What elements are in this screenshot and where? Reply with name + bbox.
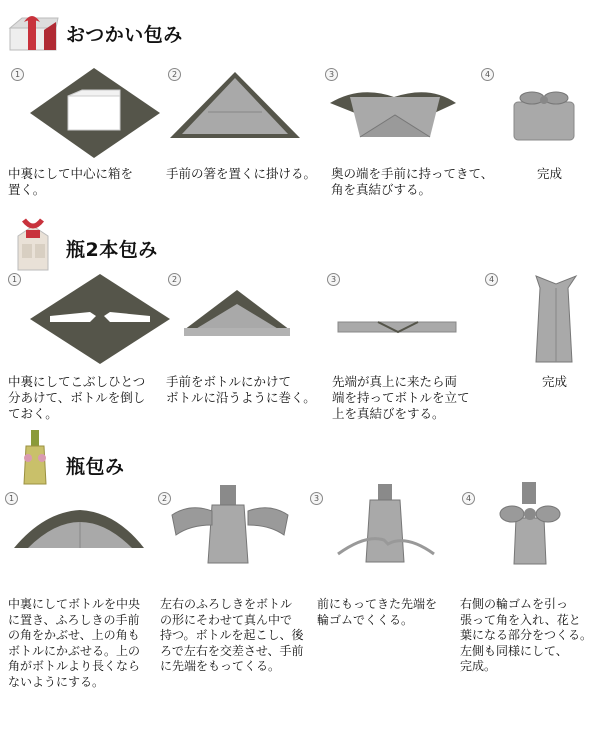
step-caption: 中裏にして中心に箱を 置く。 <box>8 166 134 197</box>
section-bottle <box>0 430 600 748</box>
step-illustration <box>170 485 290 565</box>
step-number: 3 <box>325 68 338 81</box>
step-number: 1 <box>8 273 21 286</box>
section-two-bottles <box>0 210 600 430</box>
step-number: 1 <box>5 492 18 505</box>
step-caption: 中裏にしてボトルを中央 に置き、ふろしきの手前 の角をかぶせ、上の角も ボトルにかぶせる。上の 角がボトルより長くなら ないようにする。 <box>8 597 141 689</box>
step-caption: 完成 <box>537 166 563 181</box>
step-illustration <box>30 274 170 364</box>
step-illustration <box>338 318 458 338</box>
step-caption: 完成 <box>542 374 568 389</box>
step-number: 2 <box>168 68 181 81</box>
step-number: 2 <box>168 273 181 286</box>
step-caption: 奥の端を手前に持ってきて、 角を真結びする。 <box>331 166 494 197</box>
step-illustration <box>336 484 436 564</box>
step-illustration <box>528 268 584 364</box>
step-number: 3 <box>310 492 323 505</box>
step-number: 4 <box>485 273 498 286</box>
step-caption: 右側の輪ゴムを引っ 張って角を入れ、花と 葉になる部分をつくる。 左側も同様にして、 完成。 <box>460 597 593 673</box>
step-illustration <box>30 68 160 158</box>
step-number: 1 <box>11 68 24 81</box>
step-number: 4 <box>462 492 475 505</box>
section-title: 瓶包み <box>66 456 125 478</box>
step-illustration <box>510 88 580 143</box>
step-caption: 左右のふろしきをボトル の形にそわせて真ん中で 持つ。ボトルを起こし、後 ろで左右を交差させ、手前 に先端をもってくる。 <box>160 597 304 673</box>
gift-box-icon <box>8 12 60 54</box>
two-bottle-wrap-icon <box>16 214 50 272</box>
step-illustration <box>170 72 300 142</box>
step-caption: 中裏にしてこぶしひとつ 分あけて、ボトルを倒し ておく。 <box>8 374 146 421</box>
step-number: 3 <box>327 273 340 286</box>
bottle-wrap-icon <box>20 430 50 486</box>
section-title: 瓶2本包み <box>66 239 158 261</box>
step-number: 2 <box>158 492 171 505</box>
step-caption: 手前の箸を置くに掛ける。 <box>166 166 317 181</box>
step-caption: 前にもってきた先端を 輪ゴムでくくる。 <box>317 597 438 627</box>
step-illustration <box>14 502 146 552</box>
step-illustration <box>182 290 292 340</box>
section-title: おつかい包み <box>66 24 183 46</box>
step-caption: 先端が真上に来たら両 端を持ってボトルを立て 上を真結びをする。 <box>332 374 470 421</box>
step-illustration <box>500 482 560 566</box>
step-caption: 手前をボトルにかけて ボトルに沿うように巻く。 <box>166 374 316 405</box>
section-otsukai <box>0 0 600 210</box>
step-number: 4 <box>481 68 494 81</box>
step-illustration <box>330 85 460 145</box>
